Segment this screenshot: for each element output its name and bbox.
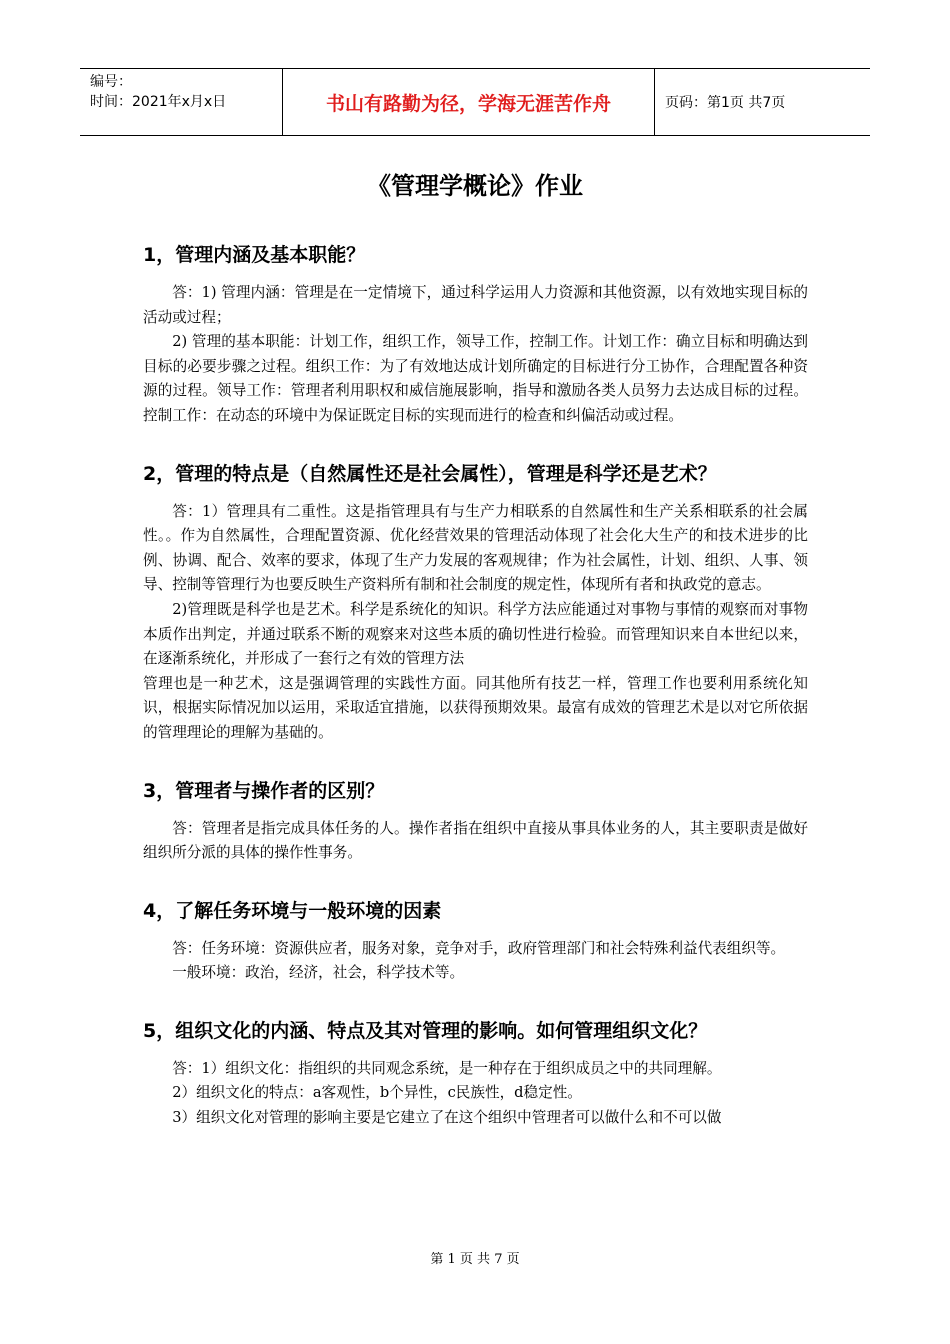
header-meta — [80, 69, 282, 135]
document-body — [143, 240, 808, 1131]
answer-paragraph: 答：1）管理具有二重性。这是指管理具有与生产力相联系的自然属性和生产关系相联系的社会属性。。作为自然属性，合理配置资源、优化经营效果的管理活动体现了社会化大生产的和技术进步的比例、协调、配合、效率的要求，体现了生产力发展的客观规律；作为社会属性，计划、组织、人事、领导、控制等管理行为也要反映生产资料所有制和社会制度的规定性，体现所有者和执政党的意志。 — [143, 502, 808, 594]
answer-paragraph: 答：1) 管理内涵：管理是在一定情境下，通过科学运用人力资源和其他资源，以有效地实现目标的活动或过程； — [143, 284, 808, 326]
question-heading: 4，了解任务环境与一般环境的因素 — [143, 899, 442, 922]
answer-paragraph: 答：1）组织文化：指组织的共同观念系统，是一种存在于组织成员之中的共同理解。 — [172, 1059, 722, 1077]
answer-paragraph: 一般环境：政治，经济，社会，科学技术等。 — [172, 964, 465, 982]
question-heading: 2，管理的特点是（自然属性还是社会属性），管理是科学还是艺术？ — [143, 462, 717, 485]
answer-paragraph: 3）组织文化对管理的影响主要是它建立了在这个组织中管理者可以做什么和不可以做 — [172, 1109, 722, 1127]
question-heading: 3，管理者与操作者的区别？ — [143, 779, 385, 802]
answer-paragraph: 答：任务环境：资源供应者，服务对象，竞争对手，政府管理部门和社会特殊利益代表组织等。 — [172, 939, 786, 957]
page-footer: 第 1 页 共 7 页 — [430, 1252, 520, 1267]
question-heading: 1，管理内涵及基本职能？ — [143, 244, 366, 266]
header-page-info: 页码：第1页 共7页 — [665, 95, 786, 111]
number-label: 编号： — [90, 74, 132, 90]
answer-paragraph: 管理也是一种艺术，这是强调管理的实践性方面。同其他所有技艺一样，管理工作也要利用系统化知识，根据实际情况加以运用，采取适宜措施，以获得预期效果。最富有成效的管理艺术是以对它所依据的管理理论的理解为基础的。 — [143, 674, 808, 741]
answer-paragraph: 2)管理既是科学也是艺术。科学是系统化的知识。科学方法应能通过对事物与事情的观察而对事物本质作出判定，并通过联系不断的观察来对这些本质的确切性进行检验。而管理知识来自本世纪以来，在逐渐系统化，并形成了一套行之有效的管理方法 — [143, 600, 808, 668]
section-1 — [143, 240, 808, 429]
time-label: 时间：2021年x月x日 — [90, 94, 227, 110]
document-title: 《管理学概论》作业 — [367, 172, 583, 200]
question-heading: 5，组织文化的内涵、特点及其对管理的影响。如何管理组织文化？ — [143, 1019, 708, 1042]
section-5 — [143, 1016, 808, 1131]
section-2 — [143, 459, 808, 746]
answer-paragraph: 答：管理者是指完成具体任务的人。操作者指在组织中直接从事具体业务的人，其主要职责是做好组织所分派的具体的操作性事务。 — [143, 819, 808, 862]
header-motto: 书山有路勤为径，学海无涯苦作舟 — [282, 69, 655, 135]
section-3 — [143, 776, 808, 866]
section-4 — [143, 896, 808, 986]
page-header — [80, 68, 870, 136]
answer-paragraph: 2）组织文化的特点：a客观性，b个异性，c民族性，d稳定性。 — [172, 1084, 582, 1102]
answer-paragraph: 2) 管理的基本职能：计划工作，组织工作，领导工作，控制工作。计划工作：确立目标和明确达到目标的必要步骤之过程。组织工作：为了有效地达成计划所确定的目标进行分工协作，合理配置各种资源的过程。领导工作：管理者利用职权和威信施展影响，指导和激励各类人员努力去达成目标的过程。控制工作：在动态的环境中为保证既定目标的实现而进行的检查和纠偏活动或过程。 — [143, 333, 808, 424]
